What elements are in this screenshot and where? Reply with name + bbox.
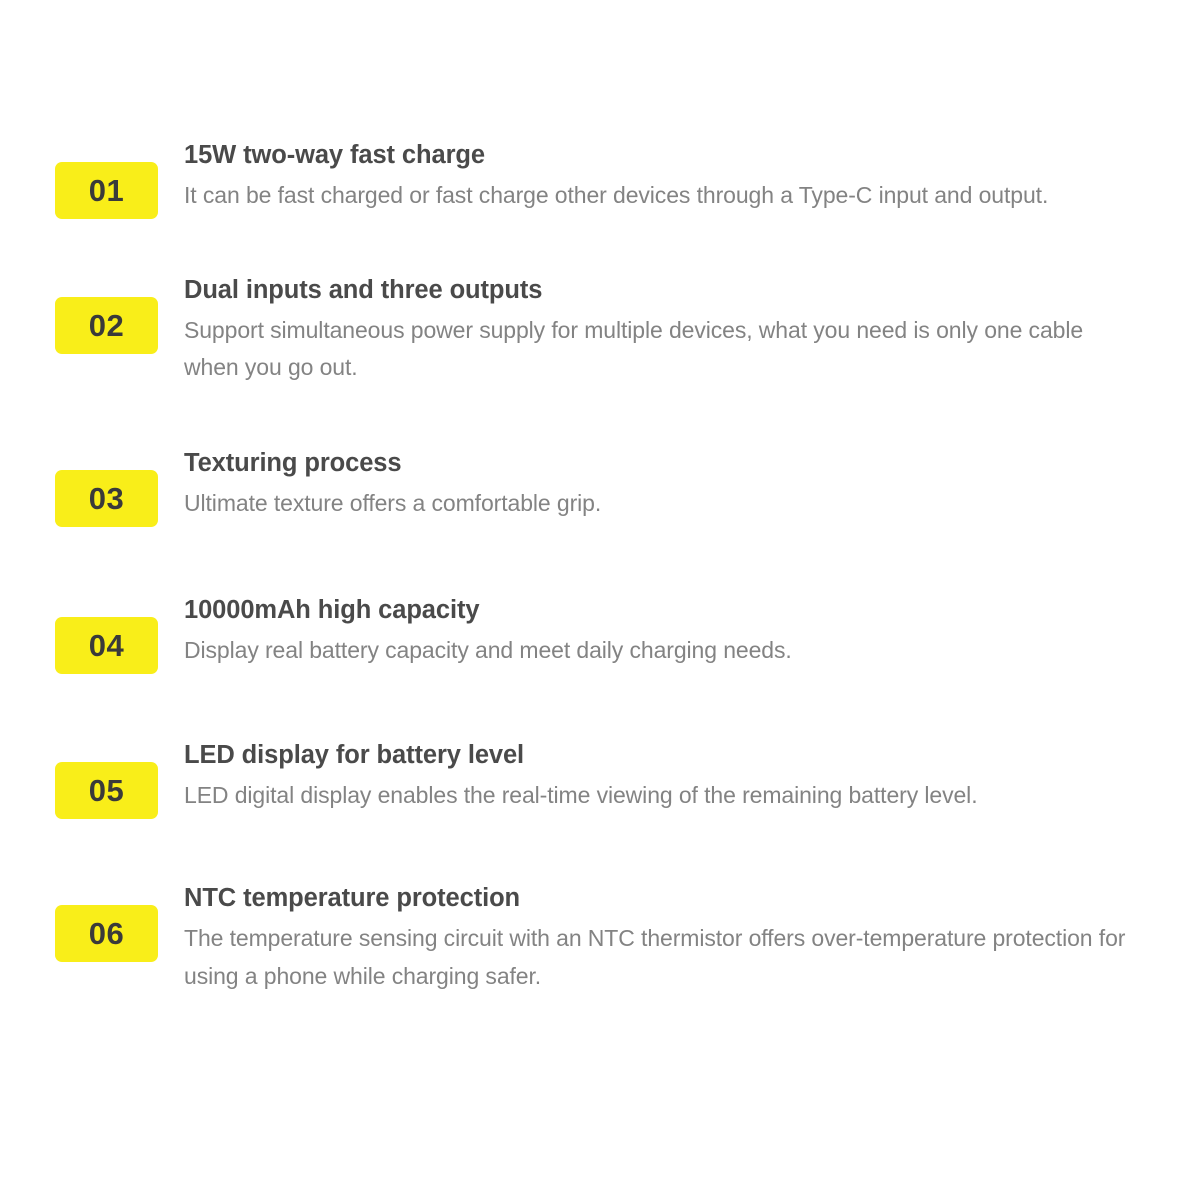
feature-text	[184, 595, 1128, 669]
feature-description: Support simultaneous power supply for multiple devices, what you need is only one cable when you go out.	[184, 316, 1084, 381]
feature-number-badge	[55, 470, 158, 527]
feature-text	[184, 275, 1128, 386]
feature-number: 01	[88, 173, 125, 208]
feature-number: 04	[88, 628, 125, 664]
feature-title: 10000mAh high capacity	[184, 596, 480, 625]
feature-title: 15W two-way fast charge	[184, 141, 485, 169]
feature-description: LED digital display enables the real-time viewing of the remaining battery level.	[184, 782, 978, 809]
feature-title: LED display for battery level	[184, 741, 525, 770]
feature-text	[184, 740, 1128, 814]
list-item	[55, 275, 1128, 386]
feature-number-badge	[55, 905, 158, 962]
feature-description: It can be fast charged or fast charge other devices through a Type-C input and output.	[184, 181, 1049, 208]
list-item	[55, 883, 1128, 994]
feature-number-badge	[55, 762, 158, 819]
list-item	[55, 140, 1128, 219]
list-item	[55, 740, 1128, 819]
list-item	[55, 595, 1128, 674]
feature-number: 02	[88, 308, 125, 343]
list-item	[55, 448, 1128, 527]
feature-title: Texturing process	[184, 449, 402, 478]
feature-number-badge	[55, 162, 158, 219]
feature-list	[55, 140, 1128, 995]
feature-number: 03	[88, 481, 125, 517]
feature-number-badge	[55, 617, 158, 674]
feature-description: Display real battery capacity and meet daily charging needs.	[184, 637, 792, 664]
feature-number: 06	[88, 916, 125, 952]
feature-description: Ultimate texture offers a comfortable grip.	[184, 490, 602, 517]
feature-text	[184, 448, 1128, 522]
feature-text	[184, 140, 1128, 214]
feature-title: Dual inputs and three outputs	[184, 276, 543, 304]
feature-number-badge	[55, 297, 158, 354]
feature-title: NTC temperature protection	[184, 884, 521, 913]
feature-text	[184, 883, 1128, 994]
feature-number: 05	[88, 773, 125, 809]
feature-description: The temperature sensing circuit with an NTC thermistor offers over-temperature protection for using a phone while charging safer.	[184, 925, 1126, 989]
